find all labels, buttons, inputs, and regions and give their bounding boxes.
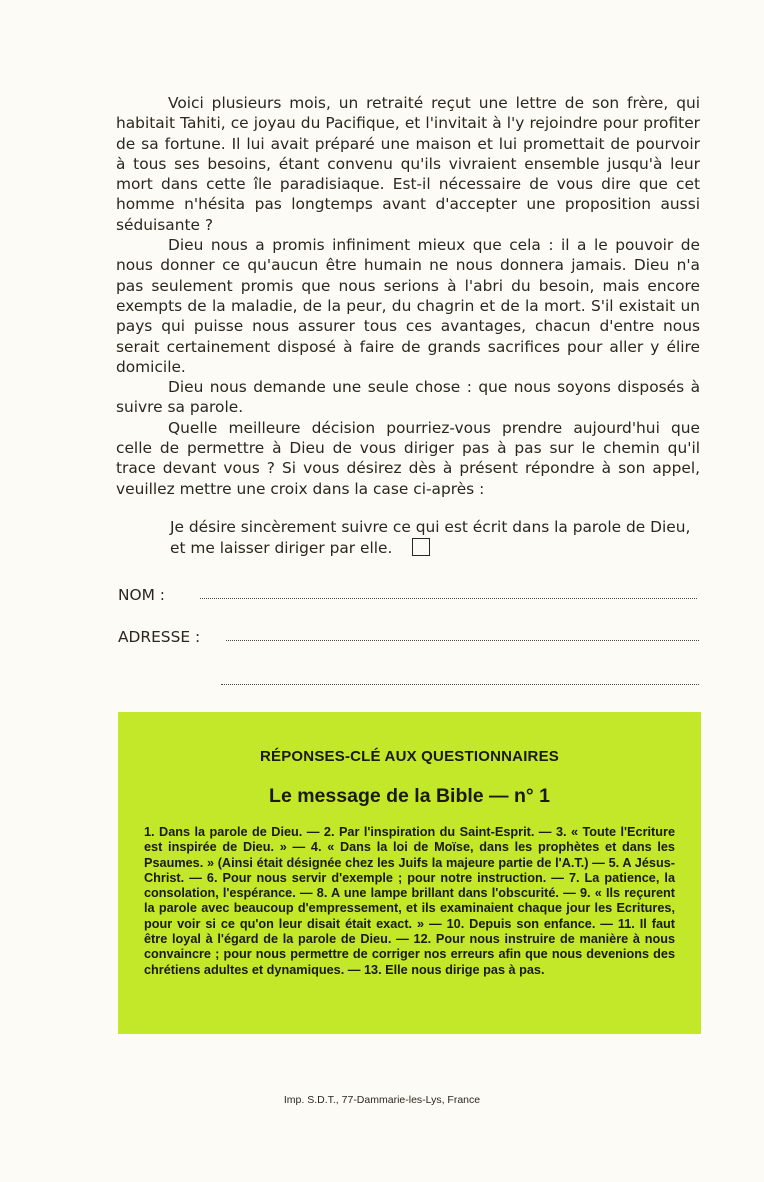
- answer-key-title: Le message de la Bible — n° 1: [269, 785, 550, 807]
- commitment-statement: [170, 517, 700, 559]
- name-field[interactable]: [200, 598, 697, 599]
- paragraph-2: Dieu nous a promis infiniment mieux que cela : il a le pouvoir de nous donner ce qu'aucun être humain ne nous donnera jamais. Dieu n'a pas seulement promis que nous serions à l'abri du besoin, mais encore exempts de la maladie, de la peur, du chagrin et de la mort. S'il existait un pays qui puisse nous assurer tous ces avantages, chacun d'entre nous serait certainement disposé à faire de grands sacrifices pour aller y élire domicile.: [116, 236, 700, 376]
- answer-key-heading: RÉPONSES-CLÉ AUX QUESTIONNAIRES: [259, 748, 559, 765]
- paragraph-1: Voici plusieurs mois, un retraité reçut une lettre de son frère, qui habitait Tahiti, ce joyau du Pacifique, et l'invitait à l'y rejoindre pour profiter de sa fortune. Il lui avait préparé une maison et lui promettait de pourvoir à tous ses besoins, étant convenu qu'ils vivraient ensemble jusqu'à leur mort dans cette île paradisiaque. Est-il nécessaire de vous dire que cet homme n'hésita pas longtemps avant d'accepter une proposition aussi séduisante ?: [116, 94, 700, 234]
- paragraph-3: Dieu nous demande une seule chose : que nous soyons disposés à suivre sa parole.: [116, 378, 700, 417]
- address-label: ADRESSE :: [118, 628, 201, 646]
- paragraph-4: Quelle meilleure décision pourriez-vous prendre aujourd'hui que celle de permettre à Dieu de vous diriger pas à pas sur le chemin qu'il trace devant vous ? Si vous désirez dès à présent répondre à son appel, veuillez mettre une croix dans la case ci-après :: [116, 418, 700, 498]
- commitment-text: Je désire sincèrement suivre ce qui est écrit dans la parole de Dieu, et me laisser diriger par elle.: [170, 518, 691, 557]
- address-field-line-2[interactable]: [221, 684, 699, 685]
- address-field-line-1[interactable]: [226, 640, 699, 641]
- letter-body: [116, 93, 700, 499]
- answer-key-text: 1. Dans la parole de Dieu. — 2. Par l'inspiration du Saint-Esprit. — 3. « Toute l'Ecriture est inspirée de Dieu. » — 4. « Dans la loi de Moïse, dans les prophètes et dans les Psaumes. » (Ainsi était désignée chez les Juifs la majeure partie de l'A.T.) — 5. A Jésus-Christ. — 6. Pour nous servir d'exemple ; pour notre instruction. — 7. La patience, la consolation, l'espérance. — 8. A une lampe brillant dans l'obscurité. — 9. « Ils reçurent la parole avec beaucoup d'empressement, et ils examinaient chaque jour les Ecritures, pour voir si ce qu'on leur disait était exact. » — 10. Depuis son enfance. — 11. Il faut être loyal à l'égard de la parole de Dieu. — 12. Pour nous instruire de manière à nous convaincre ; pour nous permettre de corriger nos erreurs afin que nous devenions des chrétiens adultes et dynamiques. — 13. Elle nous dirige pas à pas.: [144, 825, 675, 977]
- answer-key-box: [118, 712, 701, 1034]
- printer-imprint: Imp. S.D.T., 77-Dammarie-les-Lys, France: [283, 1094, 481, 1106]
- name-label: NOM :: [118, 586, 165, 604]
- commitment-checkbox[interactable]: [412, 538, 430, 556]
